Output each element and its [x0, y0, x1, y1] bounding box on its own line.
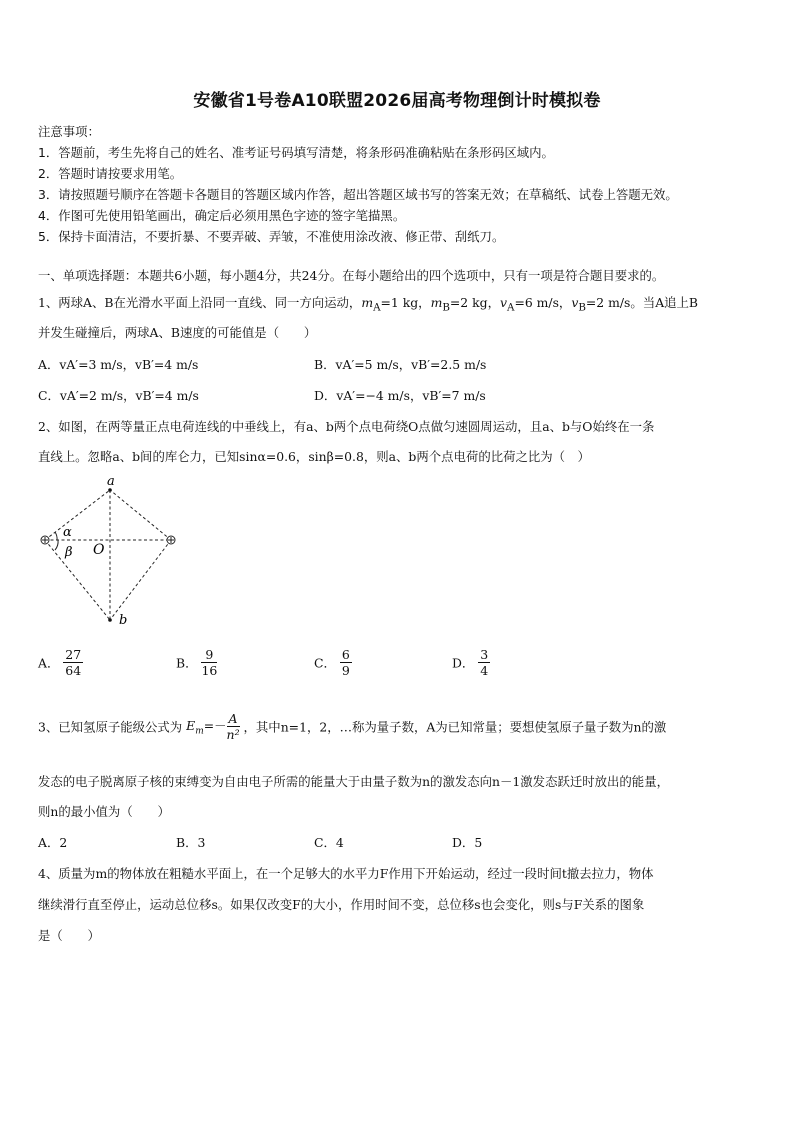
- q1-stem-line1: 1、两球A、B在光滑水平面上沿同一直线、同一方向运动，$m_A=1$ kg，$m_B=2$ kg，$v_A=6$ m/s，$v_B=2$ m/s。当A追上B: [38, 295, 699, 314]
- label-a: a: [107, 474, 115, 489]
- q2-option-b-letter: B．: [176, 655, 198, 671]
- q2-stem-line2: 直线上。忽略a、b间的库仑力，已知sinα=0.6，sinβ=0.8，则a、b两个点电荷的比荷之比为（ ）: [38, 449, 590, 464]
- beta-arc: [55, 540, 58, 550]
- notice-item-5: 5．保持卡面清洁，不要折暴、不要弄破、弄皱，不准使用涂改液、修正带、刮纸刀。: [38, 229, 505, 244]
- q1-stem-line2: 并发生碰撞后，两球A、B速度的可能值是（ ）: [38, 325, 317, 340]
- left-positive-charge-icon: [41, 536, 49, 544]
- line-right-to-b: [110, 540, 171, 620]
- q2-option-a: [38, 648, 83, 677]
- q2-option-d-fraction: $\frac{3}{4}$: [480, 647, 489, 679]
- q2-option-b-fraction: $\frac{9}{16}$: [201, 647, 218, 679]
- notice-item-2: 2．答题时请按要求用笔。: [38, 166, 183, 181]
- q4-stem-line2: 继续滑行直至停止，运动总位移s。如果仅改变F的大小，作用时间不变，总位移s也会变化，则s与F关系的图象: [38, 897, 645, 912]
- q1-text-e: =2 m/s。当A追上B: [585, 295, 699, 310]
- section-heading: 一、单项选择题：本题共6小题，每小题4分，共24分。在每小题给出的四个选项中，只有一项是符合题目要求的。: [38, 268, 665, 283]
- q1-text-c: =2 kg，: [449, 295, 500, 310]
- q2-option-c-letter: C．: [314, 655, 336, 671]
- line-right-to-a: [110, 490, 171, 540]
- q1-text-d: =6 m/s，: [514, 295, 572, 310]
- notice-heading: 注意事项：: [38, 124, 100, 139]
- q3-option-d: D．5: [452, 835, 483, 850]
- q3-option-c: C．4: [314, 835, 344, 850]
- label-O: O: [93, 542, 105, 558]
- q2-option-d: [452, 648, 490, 677]
- alpha-arc: [55, 532, 57, 540]
- q3-text-b: ，其中n=1，2，…称为量子数，A为已知常量；要想使氢原子量子数为n的激: [243, 719, 667, 735]
- notice-item-3: 3．请按照题号顺序在答题卡各题目的答题区域内作答，超出答题区域书写的答案无效；在草稿纸、试卷上答题无效。: [38, 187, 678, 202]
- q3-option-a: A．2: [38, 835, 68, 850]
- exam-title: 安徽省1号卷A10联盟2026届高考物理倒计时模拟卷: [193, 91, 601, 111]
- q2-charge-diagram: [33, 472, 183, 632]
- notice-item-4: 4．作图可先使用铅笔画出，确定后必须用黑色字迹的签字笔描黑。: [38, 208, 406, 223]
- q2-option-b: [176, 648, 217, 677]
- q2-option-a-letter: A．: [38, 655, 60, 671]
- q2-option-c-fraction: $\frac{6}{9}$: [341, 647, 350, 679]
- q1-option-a: A．vA′=3 m/s，vB′=4 m/s: [38, 357, 199, 372]
- q2-option-c: [314, 648, 352, 677]
- right-positive-charge-icon: [167, 536, 175, 544]
- q3-formula-fraction: $\frac{A}{\text{n²}}$: [226, 711, 240, 743]
- q1-text-a: 1、两球A、B在光滑水平面上沿同一直线、同一方向运动，: [38, 295, 362, 310]
- q1-text-b: =1 kg，: [380, 295, 431, 310]
- q4-stem-line3: 是（ ）: [38, 928, 100, 943]
- label-b: b: [119, 613, 128, 628]
- label-alpha: α: [63, 525, 72, 540]
- q3-stem-line3: 则n的最小值为（ ）: [38, 804, 170, 819]
- q2-stem-line1: 2、如图，在两等量正点电荷连线的中垂线上，有a、b两个点电荷绕O点做匀速圆周运动，且a、b与O始终在一条: [38, 419, 655, 434]
- q3-text-a: 3、已知氢原子能级公式为: [38, 719, 183, 735]
- notice-item-1: 1．答题前，考生先将自己的姓名、准考证号码填写清楚，将条形码准确粘贴在条形码区域内。: [38, 145, 554, 160]
- q3-stem-line2: 发态的电子脱离原子核的束缚变为自由电子所需的能量大于由量子数为n的激发态向n－1激发态跃迁时放出的能量，: [38, 774, 669, 789]
- q2-option-d-letter: D．: [452, 655, 475, 671]
- q1-option-d: D．vA′=−4 m/s，vB′=7 m/s: [314, 388, 486, 403]
- q2-option-a-fraction: $\frac{27}{64}$: [65, 647, 82, 679]
- q4-stem-line1: 4、质量为m的物体放在粗糙水平面上，在一个足够大的水平力F作用下开始运动，经过一段时间t撤去拉力，物体: [38, 866, 654, 881]
- label-beta: β: [65, 545, 73, 560]
- q3-option-b: B．3: [176, 835, 206, 850]
- point-b-dot: [108, 618, 112, 622]
- q1-option-b: B．vA′=5 m/s，vB′=2.5 m/s: [314, 357, 487, 372]
- q1-option-c: C．vA′=2 m/s，vB′=4 m/s: [38, 388, 199, 403]
- q3-stem-line1: [38, 712, 666, 741]
- q3-energy-formula: $E_m=-$: [186, 718, 227, 737]
